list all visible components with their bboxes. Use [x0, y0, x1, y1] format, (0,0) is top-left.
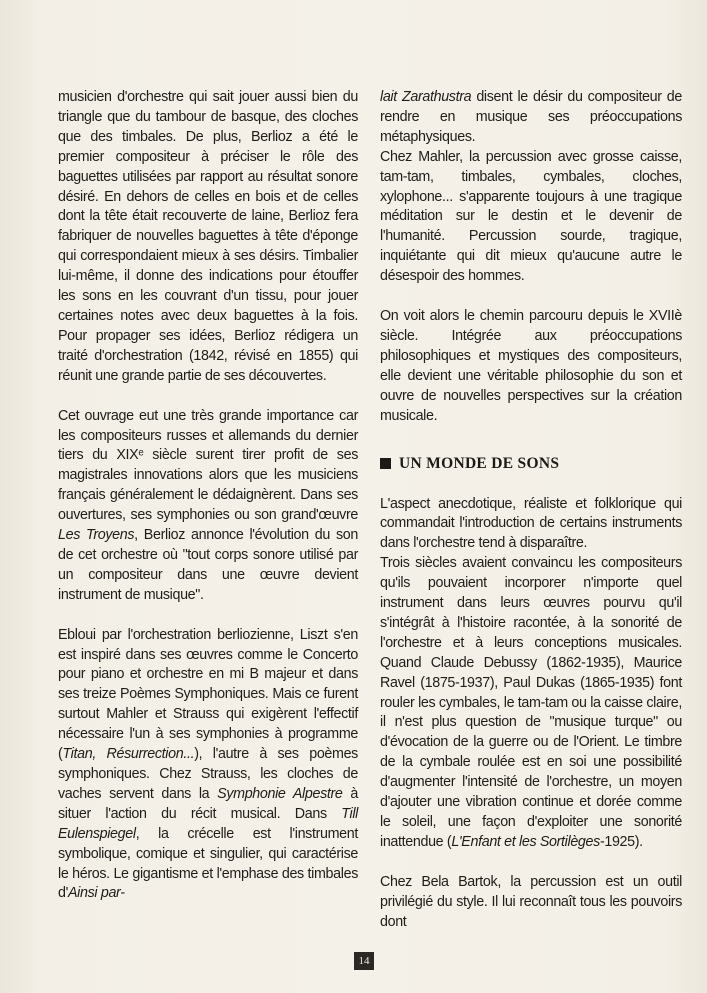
text-run: à situer l'action du récit musical. Dans [58, 785, 359, 822]
text-run: , la crécelle est l'instrument symbolique, comique et singulier, qui caractérise le héros. Le gigantisme et l'emphase des timbales d' [58, 825, 358, 902]
text-run: Cet ouvrage eut une très grande importance car les compositeurs russes et allemands du dernier tiers du XIXᵉ siècle surent tirer profit de ses magistrales innovations alors que les musiciens français généralement le dédaignèrent. Dans ses ouvertures, ses symphonies ou son grand'œuvre [58, 407, 358, 524]
paragraph [380, 554, 682, 853]
work-title: Till Eulenspiegel [58, 805, 358, 842]
left-column [58, 88, 358, 904]
paragraph [380, 88, 682, 148]
text-run: , Berlioz annonce l'évolution du son de cet orchestre où "tout corps sonore utilisé par un compositeur dans une œuvre devient instrument de musique". [58, 527, 358, 603]
paragraph: L'aspect anecdotique, réaliste et folklorique qui commandait l'introduction de certains instruments dans l'orchestre tend à disparaître. [380, 495, 682, 552]
right-column [380, 88, 682, 933]
paragraph: On voit alors le chemin parcouru depuis le XVIIè siècle. Intégrée aux préoccupations philosophiques et mystiques des compositeurs, elle devient une véritable philosophie du son et ouvre de nouvelles perspectives sur la création musicale. [380, 308, 682, 424]
text-run: ), l'autre à ses poèmes symphoniques. Chez Strauss, les cloches de vaches servent dans la [58, 746, 358, 802]
text-run: Ebloui par l'orchestration berliozienne, Liszt s'en est inspiré dans ses œuvres comme le Concerto pour piano et orchestre en mi B majeur et dans ses treize Poèmes Symphoniques. Mais ce furent surtout Mahler et Strauss qui exigèrent l'effectif nécessaire l'un à ses symphonies à programme ( [58, 626, 358, 763]
work-title: L'Enfant et les Sortilèges [451, 833, 600, 850]
paragraph [58, 626, 358, 905]
section-title: UN MONDE DE SONS [399, 454, 560, 472]
work-title: Ainsi par- [67, 885, 125, 902]
paragraph: Chez Bela Bartok, la percussion est un outil privilégié du style. Il lui reconnaît tous les pouvoirs dont [380, 873, 682, 930]
work-title: Titan, Résurrection... [62, 746, 195, 763]
work-title: lait Zarathustra [380, 89, 472, 105]
paragraph: musicien d'orchestre qui sait jouer aussi bien du triangle que du tambour de basque, des cloches que des timbales. De plus, Berlioz a été le premier compositeur à préciser le rôle des baguettes utilisées par rapport au résultat sonore désiré. En dehors de celles en bois et de celles dont la tête était recouverte de laine, Berlioz fera fabriquer de nouvelles baguettes à tête d'éponge qui correspondaient mieux à ses désirs. Timbalier lui-même, il donne des indications pour étouffer les sons en les couvrant d'un tissu, pour jouer certaines notes avec deux baguettes à la fois. Pour propager ses idées, Berlioz rédigera un traité d'orchestration (1842, révisé en 1855) qui réunit une grande partie de ses découvertes. [58, 89, 358, 384]
section-heading [380, 455, 682, 473]
work-title: Les Troyens [58, 527, 135, 544]
paragraph: Chez Mahler, la percussion avec grosse caisse, tam-tam, timbales, cymbales, cloches, xylophone... s'apparente toujours à une tragique méditation sur le destin et le devenir de l'humanité. Percussion sourde, tragique, inquiétante qui dit mieux qu'aucune autre le désespoir des hommes. [380, 148, 682, 285]
text-run: -1925). [599, 833, 643, 850]
square-bullet-icon [380, 458, 391, 469]
text-run: Trois siècles avaient convaincu les compositeurs qu'ils pouvaient incorporer n'importe quel instrument dans leurs œuvres pourvu qu'il s'intégrât à l'histoire racontée, à la sonorité de l'orchestre et à leurs conceptions musicales. Quand Claude Debussy (1862-1935), Maurice Ravel (1875-1937), Paul Dukas (1865-1935) font rouler les cymbales, le tam-tam ou la caisse claire, il n'est plus question de "musique turque" ou d'évocation de la guerre ou de l'Orient. Le timbre de la cymbale roulée est en soi une possibilité d'augmenter l'intensité de l'orchestre, un moyen d'ajouter une vibration continue et dorée comme le soleil, une façon d'exploiter une sonorité inattendue ( [380, 555, 683, 850]
work-title: Symphonie Alpestre [217, 785, 343, 802]
page-number: 14 [354, 952, 374, 970]
text-run: disent le désir du compositeur de rendre en musique ses préoccupations métaphysiques. [380, 89, 682, 145]
paragraph [58, 407, 358, 606]
